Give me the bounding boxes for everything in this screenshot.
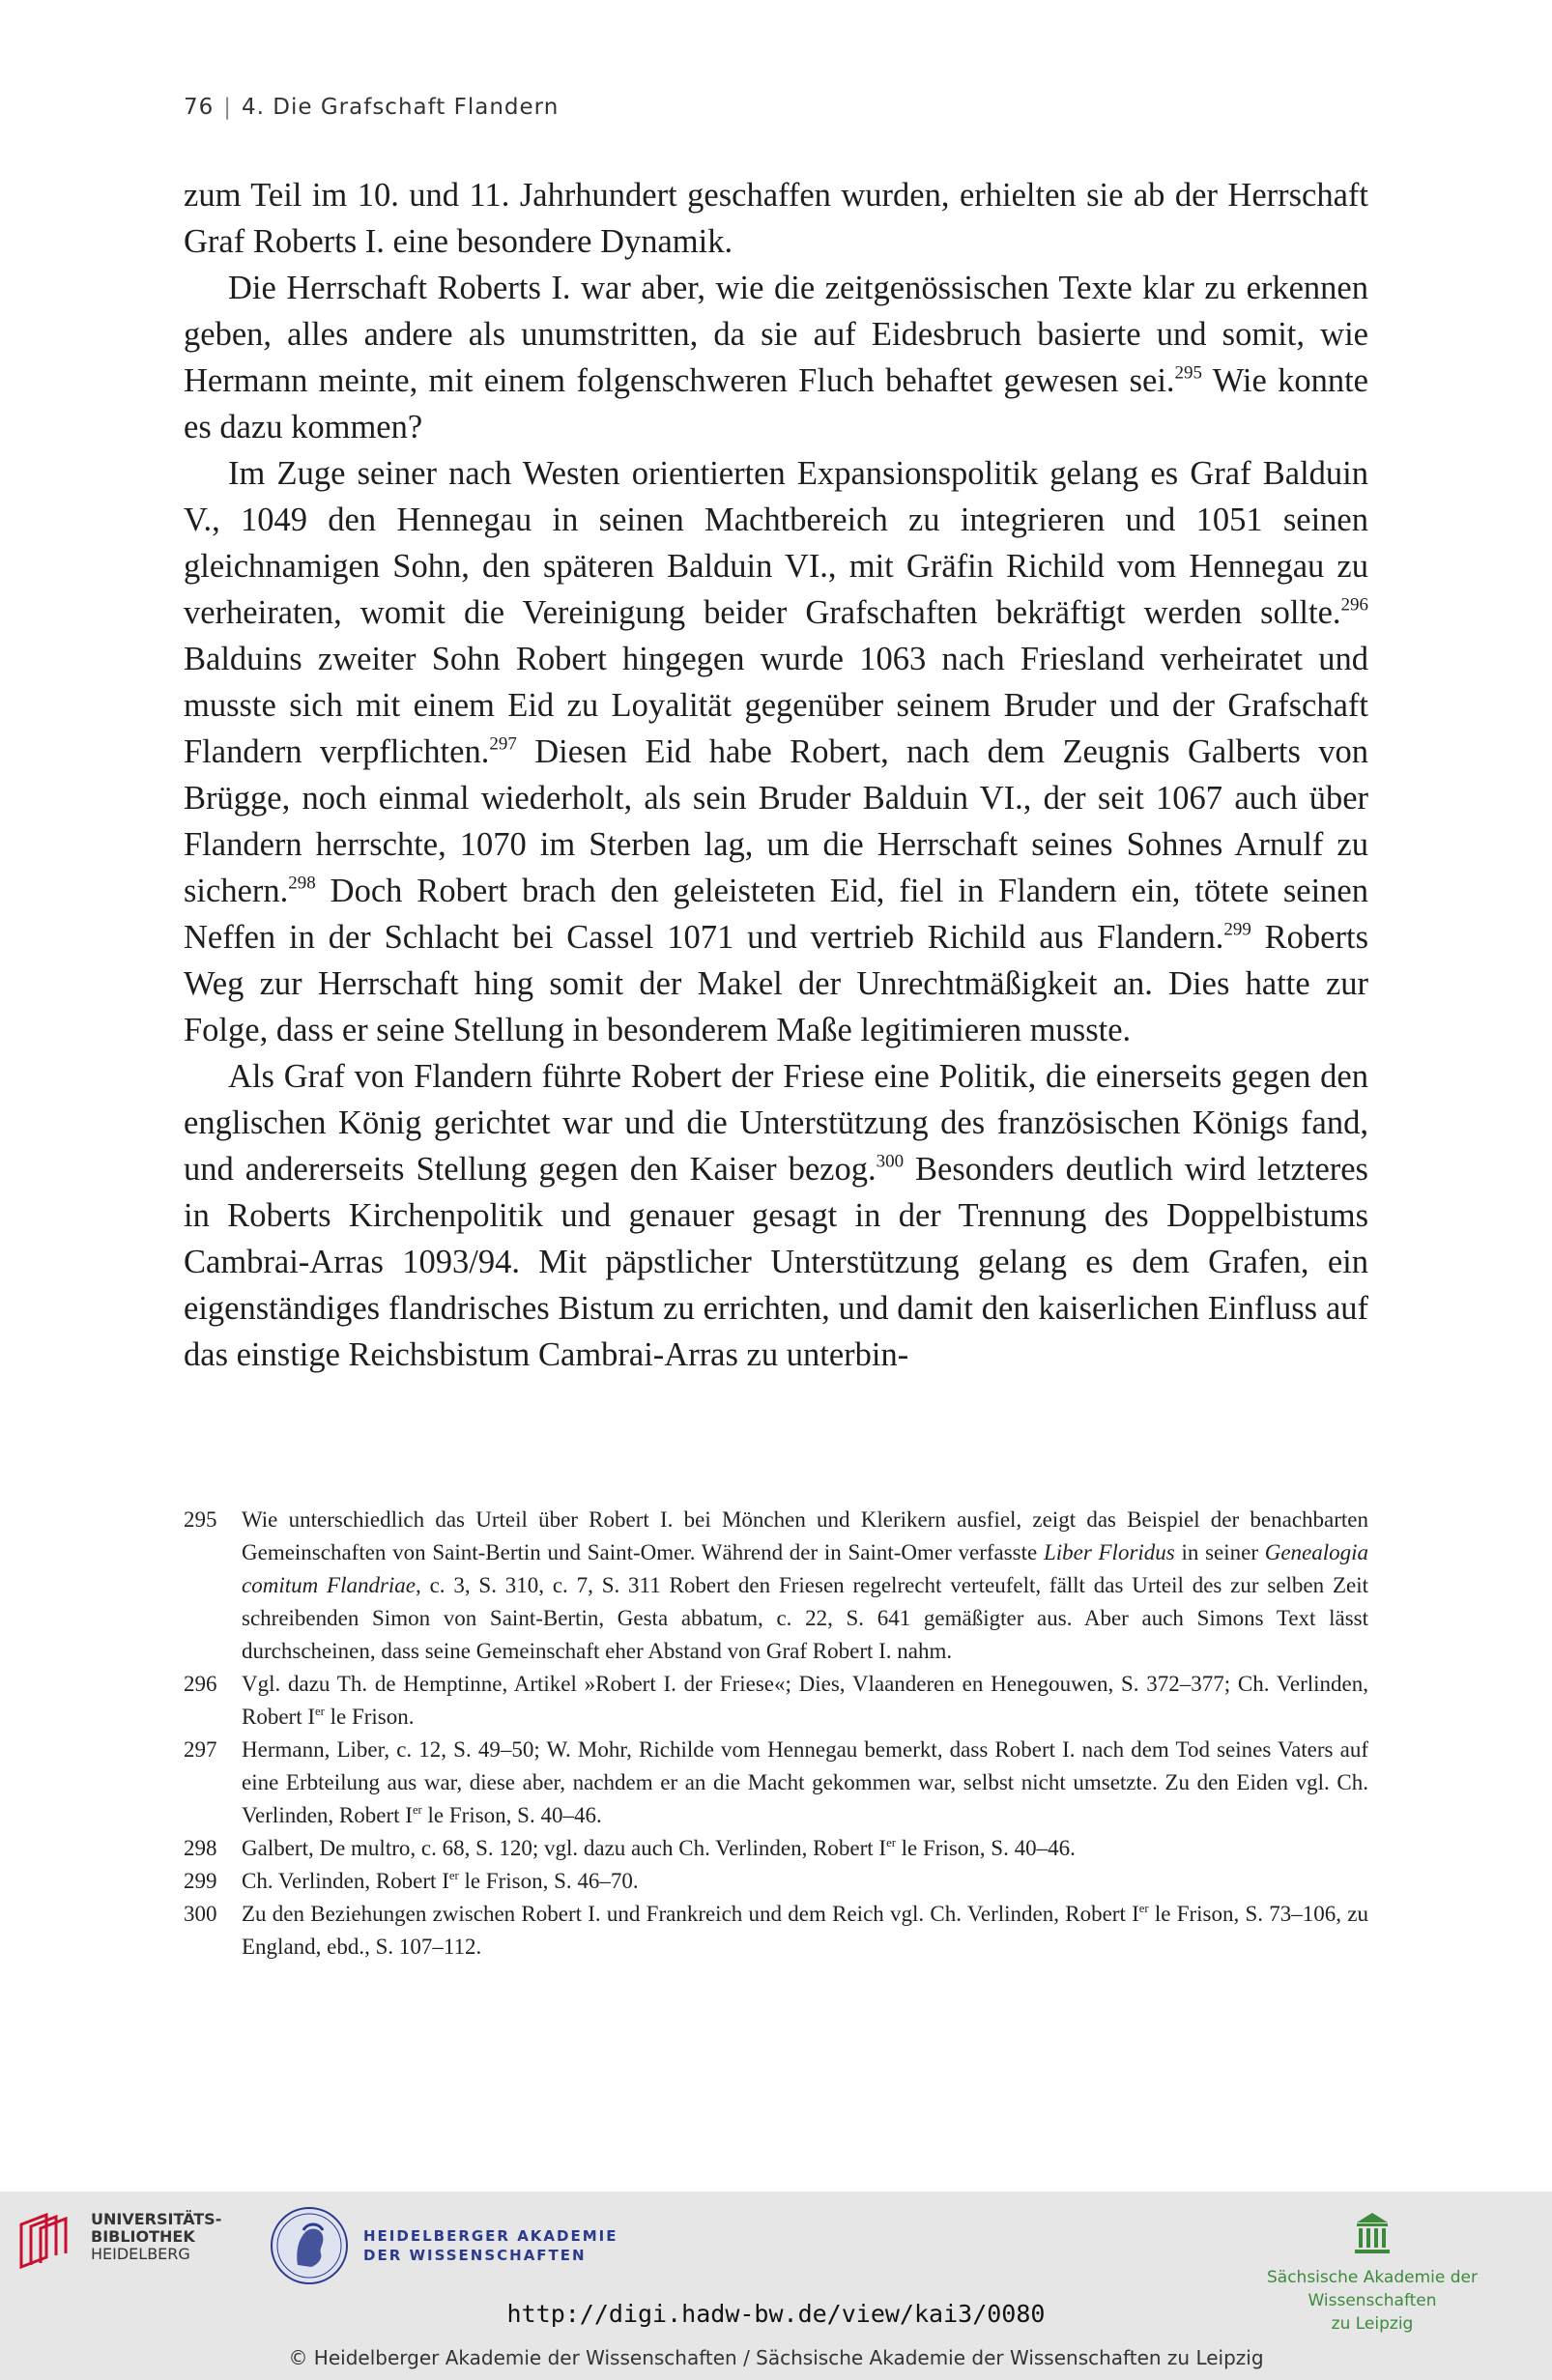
footnote-text-part: Ch. Verlinden, Robert I bbox=[242, 1869, 449, 1893]
footnote-superscript: er bbox=[448, 1869, 459, 1883]
footnote-number: 297 bbox=[184, 1737, 217, 1762]
footnote-296 bbox=[184, 1668, 1368, 1734]
paragraph-4-text: Besonders deutlich wird letzteres in Roberts Kirchenpolitik und genauer gesagt in der Trennung des Doppelbistums Cambrai-Arras 1093/94. Mit päpstlicher Unterstützung gelang es dem Grafen, ein eigenständiges flandrisches Bistum zu errichten, und damit den kaiserlichen Einfluss auf das einstige Reichsbistum Cambrai-Arras zu unterbin- bbox=[184, 1151, 1368, 1373]
saw-building-icon bbox=[1353, 2211, 1392, 2255]
paragraph-3-text: Diesen Eid habe Robert, nach dem Zeugnis Galberts von Brügge, noch einmal wiederholt, als sein Bruder Balduin VI., der seit 1067 auch über Flandern herrschte, 1070 im Sterben lag, um die Herrschaft seines Sohnes Arnulf zu sichern. bbox=[184, 733, 1369, 909]
footnote-text-part: le Frison, S. 40–46. bbox=[421, 1803, 602, 1827]
footnote-text-part: Wie unterschiedlich das Urteil über Robert I. bei Mönchen und Klerikern ausfiel, zeigt das Beispiel der benachbarten Gemeinschaften von Saint-Bertin und Saint-Omer. Während der in Saint-Omer verfasste bbox=[242, 1507, 1368, 1564]
footnote-ref[interactable]: 297 bbox=[489, 733, 517, 755]
footnote-superscript: er bbox=[412, 1803, 422, 1818]
hadw-logo[interactable] bbox=[269, 2205, 618, 2286]
footnote-number: 300 bbox=[184, 1902, 217, 1926]
footnote-text bbox=[242, 1865, 1368, 1898]
running-head bbox=[184, 95, 559, 120]
paragraph-1-text: zum Teil im 10. und 11. Jahrhundert geschaffen wurden, erhielten sie ab der Herrschaft Graf Roberts I. eine besondere Dynamik. bbox=[184, 177, 1368, 260]
paragraph-2-text: Wie konnte es dazu kommen? bbox=[184, 362, 1368, 445]
paragraph-1 bbox=[184, 172, 1368, 265]
paragraph-3-text: Im Zuge seiner nach Westen orientierten Expansionspolitik gelang es Graf Balduin V., 1049 den Hennegau in seinen Machtbereich zu integrieren und 1051 seinen gleichnamigen Sohn, den späteren Balduin VI., mit Gräfin Richild vom Hennegau zu verheiraten, womit die Vereinigung beider Grafschaften bekräftigt werden sollte. bbox=[184, 455, 1368, 631]
ub-line: UNIVERSITÄTS- bbox=[91, 2210, 222, 2228]
hadw-line: HEIDELBERGER AKADEMIE bbox=[363, 2227, 618, 2245]
footnote-text bbox=[242, 1668, 1368, 1734]
paragraph-2 bbox=[184, 265, 1368, 450]
paragraph-3-text: Doch Robert brach den geleisteten Eid, fiel in Flandern ein, tötete seinen Neffen in der Schlacht bei Cassel 1071 und vertrieb Richild aus Flandern. bbox=[184, 873, 1368, 956]
paragraph-4-text: Als Graf von Flandern führte Robert der Friese eine Politik, die einerseits gegen den englischen König gerichtet war und die Unterstützung des französischen Königs fand, und andererseits Stellung gegen den Kaiser bezog. bbox=[184, 1058, 1368, 1188]
footnote-superscript: er bbox=[315, 1705, 325, 1719]
paragraph-2-text: Die Herrschaft Roberts I. war aber, wie die zeitgenössischen Texte klar zu erkennen geben, alles andere als unumstritten, da sie auf Eidesbruch basierte und somit, wie Hermann meinte, mit einem folgenschweren Fluch behaftet gewesen sei. bbox=[184, 270, 1368, 399]
footnote-299 bbox=[184, 1865, 1368, 1898]
permalink-url[interactable]: http://digi.hadw-bw.de/view/kai3/0080 bbox=[506, 2300, 1046, 2328]
viewer-footer bbox=[0, 2192, 1552, 2380]
ub-emblem-icon bbox=[17, 2211, 77, 2271]
footnote-superscript: er bbox=[886, 1836, 896, 1850]
chapter-title: 4. Die Grafschaft Flandern bbox=[242, 95, 560, 120]
footnote-ref[interactable]: 296 bbox=[1340, 594, 1368, 616]
saw-line: Sächsische Akademie der Wissenschaften bbox=[1267, 2268, 1478, 2310]
ub-line: HEIDELBERG bbox=[91, 2245, 190, 2263]
footnote-text bbox=[242, 1734, 1368, 1832]
footnote-text-part: Vgl. dazu Th. de Hemptinne, Artikel »Robert I. der Friese«; Dies, Vlaanderen en Henegouwen, S. 372–377; Ch. Verlinden, Robert I bbox=[242, 1672, 1368, 1729]
paragraph-3-text: Roberts Weg zur Herrschaft hing somit der Makel der Unrechtmäßigkeit an. Dies hatte zur Folge, dass er seine Stellung in besonderem Maße legitimieren musste. bbox=[184, 919, 1368, 1048]
footnote-298 bbox=[184, 1832, 1368, 1865]
hadw-medallion-icon bbox=[269, 2205, 350, 2286]
footnote-ref[interactable]: 298 bbox=[288, 873, 316, 894]
hadw-logo-text bbox=[363, 2226, 618, 2265]
ub-heidelberg-logo[interactable] bbox=[17, 2211, 221, 2271]
footnote-text-part: Zu den Beziehungen zwischen Robert I. und Frankreich und dem Reich vgl. Ch. Verlinden, Robert I bbox=[242, 1902, 1139, 1926]
paragraph-3-text: Balduins zweiter Sohn Robert hingegen wurde 1063 nach Friesland verheiratet und musste sich mit einem Eid zu Loyalität gegenüber seinem Bruder und der Grafschaft Flandern verpflichten. bbox=[184, 641, 1368, 770]
footnotes bbox=[184, 1504, 1368, 1964]
footnote-italic: Genealogia comitum Flandriae bbox=[242, 1540, 1369, 1597]
footnote-text-part: in seiner bbox=[1174, 1540, 1265, 1564]
header-separator: | bbox=[223, 95, 233, 120]
footnote-300 bbox=[184, 1898, 1368, 1964]
footnote-text bbox=[242, 1832, 1368, 1865]
ub-logo-text bbox=[91, 2211, 221, 2263]
footnote-italic: Liber Floridus bbox=[1043, 1540, 1175, 1564]
footnote-ref[interactable]: 300 bbox=[876, 1151, 905, 1172]
footnote-295 bbox=[184, 1504, 1368, 1668]
footnote-297 bbox=[184, 1734, 1368, 1832]
footnote-number: 295 bbox=[184, 1507, 217, 1532]
hadw-line: DER WISSENSCHAFTEN bbox=[363, 2247, 587, 2264]
footnote-text-part: le Frison, S. 46–70. bbox=[458, 1869, 639, 1893]
paragraph-3 bbox=[184, 450, 1368, 1053]
footnote-number: 298 bbox=[184, 1836, 217, 1860]
copyright-notice: © Heidelberger Akademie der Wissenschaften / Sächsische Akademie der Wissenschaften zu Leipzig bbox=[288, 2346, 1264, 2369]
footnote-text-part: le Frison. bbox=[324, 1705, 415, 1729]
page-number: 76 bbox=[184, 95, 215, 120]
paragraph-4 bbox=[184, 1053, 1368, 1378]
footnote-text bbox=[242, 1898, 1368, 1964]
footnote-superscript: er bbox=[1138, 1902, 1149, 1916]
footnote-text bbox=[242, 1504, 1368, 1668]
footnote-text-part: , c. 3, S. 310, c. 7, S. 311 Robert den Friesen regelrecht verteufelt, fällt das Urteil des zur selben Zeit schreibenden Simon von Saint-Bertin, Gesta abbatum, c. 22, S. 641 gemäßigter aus. Aber auch Simons Text lässt durchscheinen, dass seine Gemeinschaft eher Abstand von Graf Robert I. nahm. bbox=[242, 1573, 1368, 1663]
saw-line: zu Leipzig bbox=[1331, 2314, 1414, 2334]
body-text bbox=[184, 172, 1368, 1378]
footnote-text-part: Galbert, De multro, c. 68, S. 120; vgl. dazu auch Ch. Verlinden, Robert I bbox=[242, 1836, 887, 1860]
footnote-text-part: Hermann, Liber, c. 12, S. 49–50; W. Mohr, Richilde vom Hennegau bemerkt, dass Robert I. nach dem Tod seines Vaters auf eine Erbteilung aus war, diese aber, nachdem er an die Macht gekommen war, selbst nicht umsetzte. Zu den Eiden vgl. Ch. Verlinden, Robert I bbox=[242, 1737, 1368, 1827]
footnote-text-part: le Frison, S. 40–46. bbox=[895, 1836, 1076, 1860]
footnote-text-part: le Frison, S. 73–106, zu England, ebd., S. 107–112. bbox=[242, 1902, 1368, 1959]
footnote-ref[interactable]: 295 bbox=[1174, 362, 1202, 384]
footnote-number: 299 bbox=[184, 1869, 217, 1893]
ub-line: BIBLIOTHEK bbox=[91, 2227, 195, 2246]
footnote-ref[interactable]: 299 bbox=[1223, 919, 1251, 940]
footnote-number: 296 bbox=[184, 1672, 217, 1696]
